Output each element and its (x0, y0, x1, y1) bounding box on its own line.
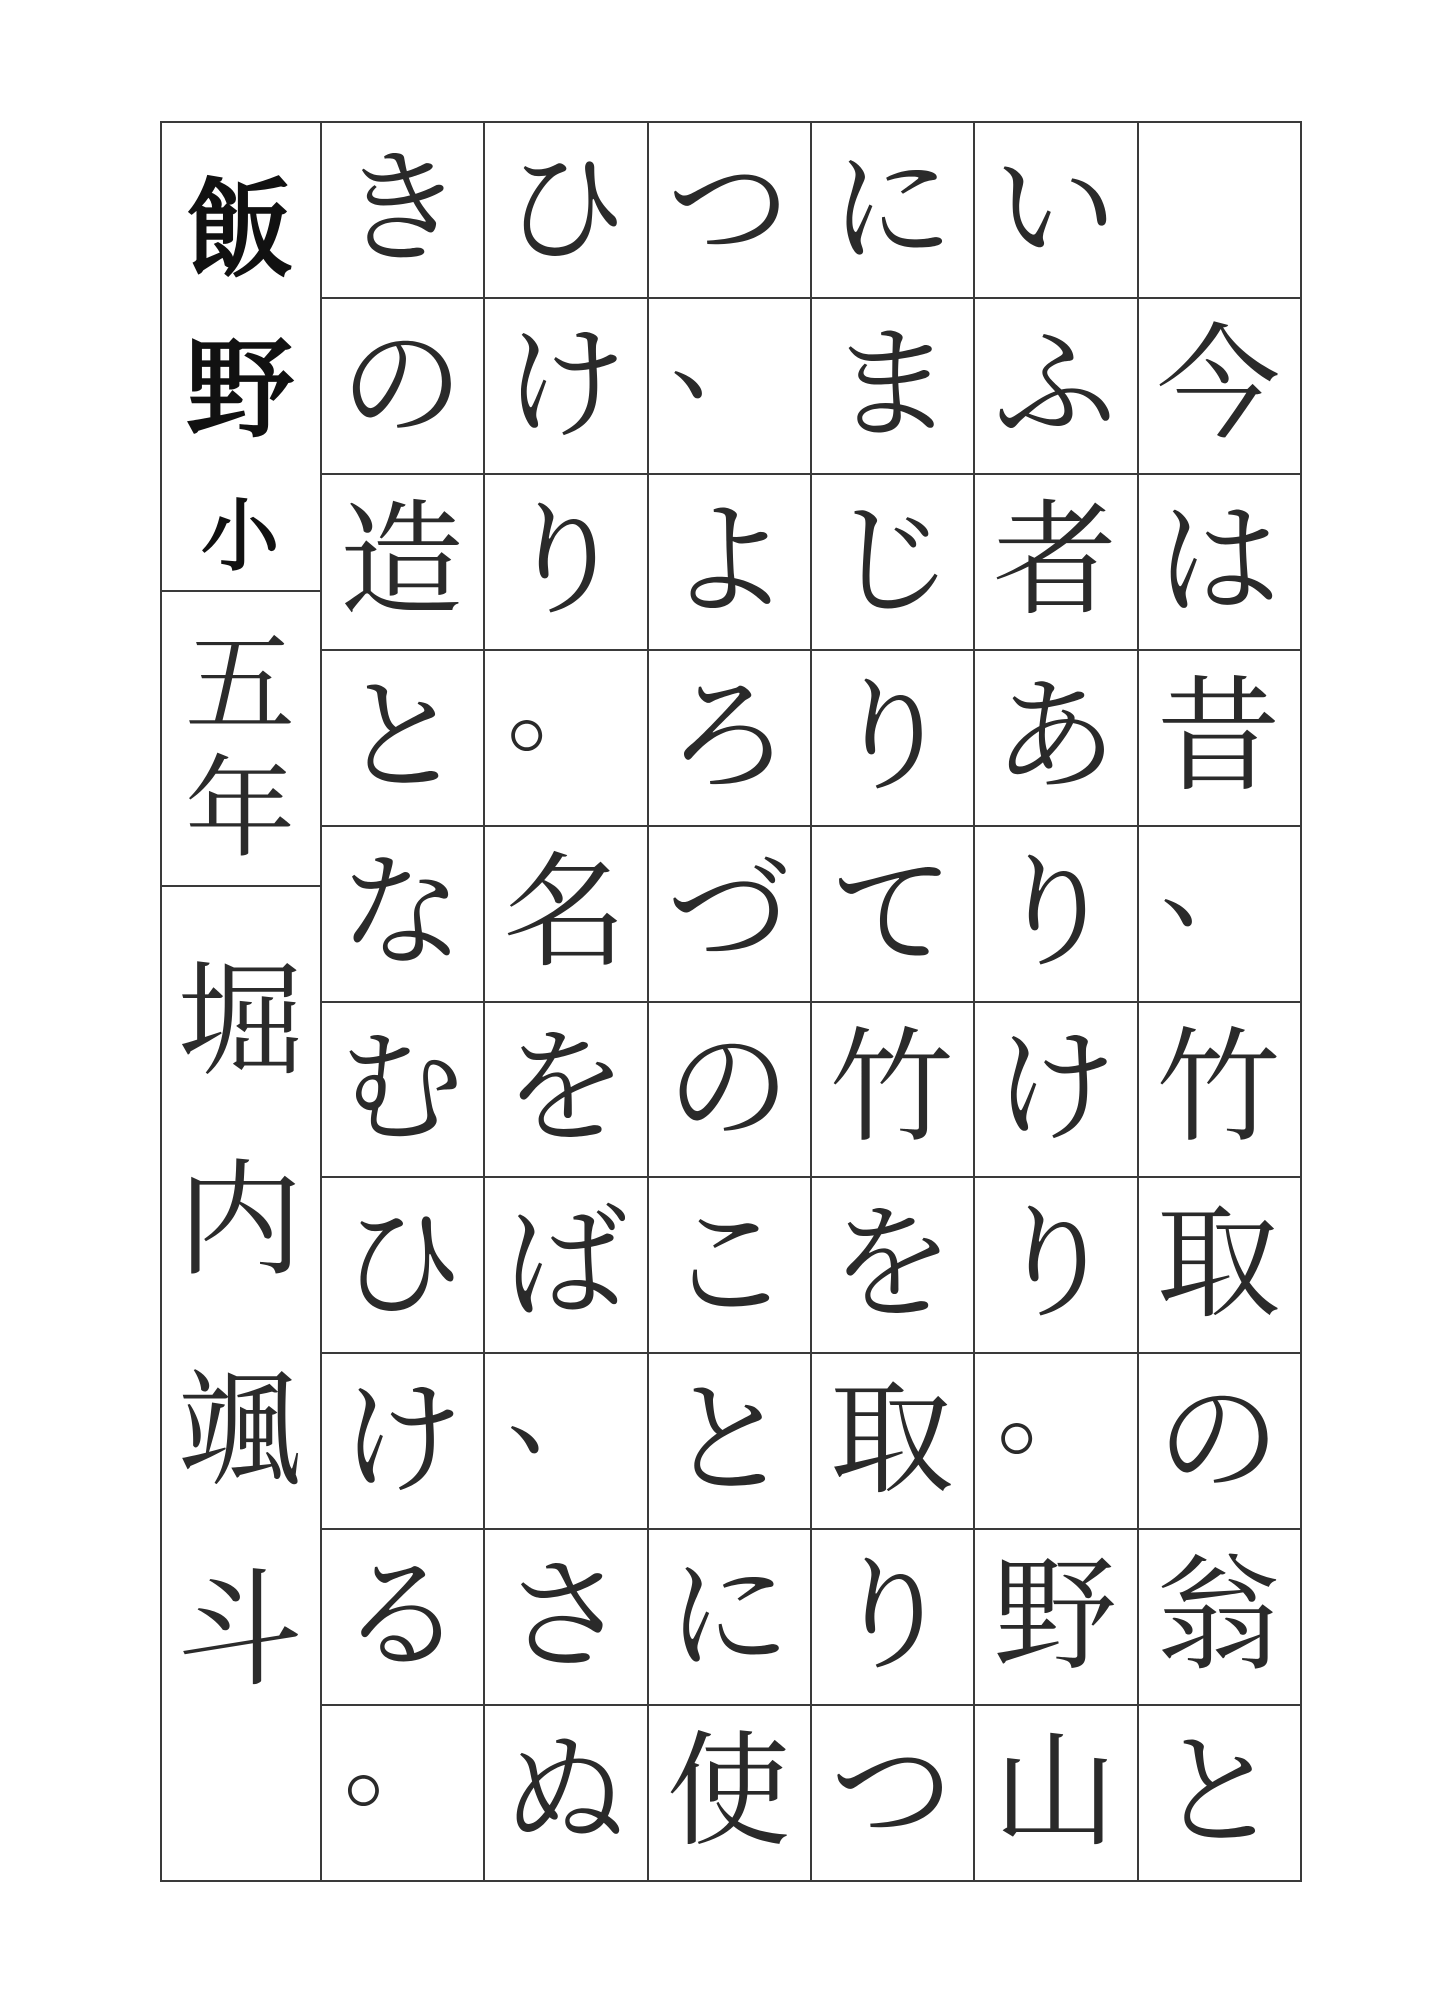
grid-cell-char: を (829, 1192, 954, 1337)
grid-cell-char: け (502, 312, 627, 457)
grid-cell-char: と (1156, 1720, 1281, 1865)
grid-cell-char: 取 (829, 1368, 954, 1513)
grid-cell-char: は (1156, 488, 1281, 633)
student-name-char: 斗 (177, 1556, 303, 1704)
column-divider (1300, 121, 1302, 1882)
grid-cell-char: 、 (1159, 815, 1270, 944)
grid-cell-char: 野 (992, 1544, 1117, 1689)
frame-bottom (160, 1880, 1302, 1882)
grid-cell-char: と (339, 664, 464, 809)
grade-char: 五 (185, 620, 295, 748)
grid-cell-char: の (666, 1016, 791, 1161)
grid-cell-char: 竹 (829, 1016, 954, 1161)
grid-cell-char: い (992, 136, 1117, 281)
grid-cell-char: ば (502, 1192, 627, 1337)
student-name-char: 颯 (177, 1356, 303, 1504)
grid-cell-char: 今 (1156, 312, 1281, 457)
grid-cell-char: ぬ (502, 1720, 627, 1865)
grade-char: 年 (185, 745, 295, 873)
grid-cell-char: 者 (992, 488, 1117, 633)
grid-cell-char: つ (829, 1720, 954, 1865)
grid-cell-char: 取 (1156, 1192, 1281, 1337)
grid-cell-char: 造 (339, 488, 464, 633)
grid-cell-char: づ (666, 840, 791, 985)
grid-cell-char: り (502, 488, 627, 633)
grid-cell-empty (1137, 121, 1300, 297)
student-name-char: 内 (177, 1146, 303, 1294)
grid-cell-char: あ (992, 664, 1117, 809)
school-name-char: 飯 (185, 166, 294, 293)
grid-cell-char: と (666, 1368, 791, 1513)
grid-cell-char: り (829, 1544, 954, 1689)
grid-cell-char: 使 (666, 1720, 791, 1865)
grid-cell-char: こ (666, 1192, 791, 1337)
grid-cell-char: て (829, 840, 954, 985)
grid-cell-char: を (502, 1016, 627, 1161)
side-divider (160, 885, 320, 887)
grid-cell-char: 、 (506, 1343, 617, 1472)
grid-cell-char: り (829, 664, 954, 809)
grid-cell-char: 竹 (1156, 1016, 1281, 1161)
grid-cell-char: る (339, 1544, 464, 1689)
grid-cell-char: 翁 (1156, 1544, 1281, 1689)
grid-cell-char: 昔 (1156, 664, 1281, 809)
school-name-char: 野 (185, 326, 294, 453)
grid-cell-char: ふ (992, 312, 1117, 457)
grid-cell-char: 名 (502, 840, 627, 985)
grid-cell-char: に (666, 1544, 791, 1689)
grid-cell-char: け (992, 1016, 1117, 1161)
grid-cell-char: 。 (506, 639, 617, 768)
grid-cell-char: な (339, 840, 464, 985)
school-name-char: 小 (200, 491, 279, 582)
grid-cell-char: む (339, 1016, 464, 1161)
grid-cell-char: ま (829, 312, 954, 457)
grid-cell-char: じ (829, 488, 954, 633)
grid-cell-char: け (339, 1368, 464, 1513)
grid-cell-char: 。 (996, 1343, 1107, 1472)
grid-cell-char: よ (666, 488, 791, 633)
grid-cell-char: り (992, 840, 1117, 985)
student-name-char: 堀 (177, 946, 303, 1094)
grid-cell-char: の (339, 312, 464, 457)
grid-cell-char: さ (502, 1544, 627, 1689)
grid-cell-char: き (339, 136, 464, 281)
grid-cell-char: つ (666, 136, 791, 281)
grid-cell-char: 。 (343, 1695, 454, 1824)
grid-cell-char: ひ (339, 1192, 464, 1337)
grid-cell-char: の (1156, 1368, 1281, 1513)
grid-cell-char: に (829, 136, 954, 281)
grid-cell-char: ひ (502, 136, 627, 281)
grid-cell-char: り (992, 1192, 1117, 1337)
grid-cell-char: 、 (669, 287, 780, 416)
grid-cell-char: 山 (992, 1720, 1117, 1865)
grid-cell-char: ろ (666, 664, 791, 809)
